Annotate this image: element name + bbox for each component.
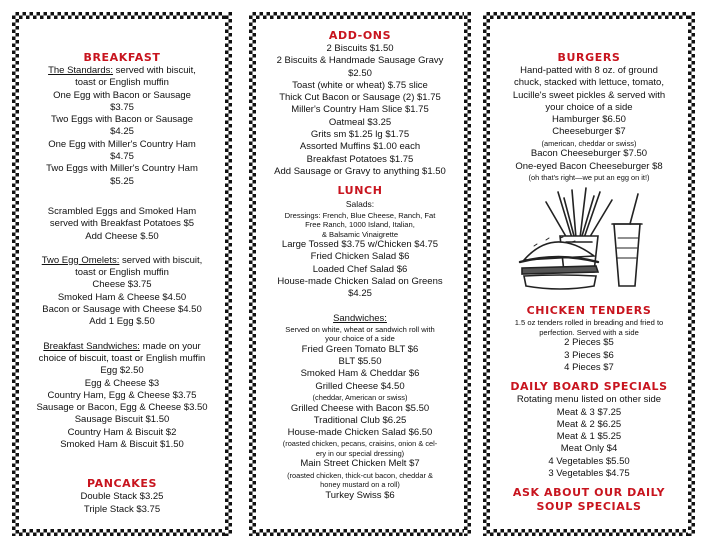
menu-item: Add Cheese $.50: [85, 230, 159, 242]
menu-item: Oatmeal $3.25: [328, 116, 392, 128]
breakfast-content: [26, 26, 218, 522]
menu-item-note: (cheddar, American or swiss): [312, 393, 408, 403]
standards-intro: The Standards: served with biscuit,: [48, 65, 196, 76]
burgers-desc: Lucille's sweet pickles & served with: [512, 89, 666, 101]
menu-item: 3 Vegetables $4.75: [548, 468, 630, 480]
breakfast-panel: [12, 12, 232, 536]
menu-item: Traditional Club $6.25: [313, 414, 407, 426]
lunch-sandwiches-list: [263, 344, 457, 502]
burgers-heading: BURGERS: [557, 51, 621, 64]
menu-item: Main Street Chicken Melt $7: [300, 458, 420, 470]
addons-lunch-content: [263, 26, 457, 522]
menu-item: served with Breakfast Potatoes $5: [49, 218, 195, 230]
menu-item: Sausage or Bacon, Egg & Cheese $3.50: [36, 402, 208, 414]
burgers-desc: Hand-patted with 8 oz. of ground: [520, 65, 658, 76]
menu-item: House-made Chicken Salad on Greens: [277, 275, 443, 287]
menu-item: 2 Pieces $5: [564, 337, 614, 349]
menu-item: Country Ham, Egg & Cheese $3.75: [47, 389, 197, 401]
specials-desc: Rotating menu listed on other side: [516, 394, 662, 406]
salads-desc: Dressings: French, Blue Cheese, Ranch, Fat: [284, 210, 436, 220]
burger-list: [497, 114, 681, 182]
pancakes-heading: PANCAKES: [86, 477, 158, 491]
omelets-intro-2: toast or English muffin: [75, 267, 169, 279]
menu-item: One Egg with Bacon or Sausage: [53, 89, 191, 101]
menu-item: Bacon Cheeseburger $7.50: [530, 148, 648, 160]
menu-item-note: (roasted chicken, pecans, craisins, onion & cel-: [282, 439, 438, 449]
standards-intro-2: toast or English muffin: [75, 77, 169, 89]
lunch-heading: LUNCH: [337, 184, 383, 198]
menu-item: Turkey Swiss $6: [325, 489, 395, 501]
menu-price: $4.25: [348, 288, 372, 300]
burgers-specials-content: [497, 26, 681, 522]
burgers-specials-column: [497, 51, 681, 514]
menu-item: Toast (white or wheat) $.75 slice: [292, 79, 428, 91]
menu-item: Egg $2.50: [100, 365, 144, 377]
lunch-sandwiches-desc: your choice of a side: [325, 334, 395, 344]
chicken-tenders-heading: CHICKEN TENDERS: [526, 304, 652, 318]
menu-item-note: (oh that's right—we put an egg on it!): [528, 172, 650, 182]
menu-item: Hamburger $6.50: [552, 114, 626, 126]
menu-price: $5.25: [110, 175, 134, 187]
menu-item: Cheeseburger $7: [552, 126, 626, 138]
menu-price: $3.75: [110, 101, 134, 113]
tenders-desc: perfection. Served with a side: [539, 327, 639, 337]
menu-item: Smoked Ham & Cheese $4.50: [57, 291, 187, 303]
omelets-intro: Two Egg Omelets: served with biscuit,: [41, 254, 203, 266]
menu-item: Two Eggs with Miller's Country Ham: [46, 163, 198, 175]
menu-item: Scrambled Eggs and Smoked Ham: [47, 205, 197, 217]
menu-price: $4.75: [110, 151, 134, 163]
menu-item: Breakfast Potatoes $1.75: [306, 153, 414, 165]
burgers-specials-panel: [483, 12, 695, 536]
menu-item-note: (roasted chicken, thick-cut bacon, cheddar &: [287, 470, 433, 480]
menu-item: Large Tossed $3.75 w/Chicken $4.75: [281, 239, 439, 251]
breakfast-heading: BREAKFAST: [83, 51, 161, 64]
menu-item: Country Ham & Biscuit $2: [67, 426, 177, 438]
menu-item: One Egg with Miller's Country Ham: [48, 138, 196, 150]
salads-desc: Free Ranch, 1000 Island, Italian,: [305, 220, 415, 230]
menu-item: One-eyed Bacon Cheeseburger $8: [515, 160, 663, 172]
addons-lunch-column: [263, 29, 457, 502]
menu-item: Miller's Country Ham Slice $1.75: [291, 104, 429, 116]
menu-item: Sausage Biscuit $1.50: [74, 414, 170, 426]
menu-item: Loaded Chef Salad $6: [312, 263, 408, 275]
menu-item: Cheese $3.75: [92, 279, 152, 291]
menu-price: $4.25: [110, 126, 134, 138]
menu-item: BLT $5.50: [338, 356, 382, 368]
salads-title: Salads:: [345, 199, 375, 210]
menu-item: Two Eggs with Bacon or Sausage: [50, 114, 194, 126]
menu-item: 4 Vegetables $5.50: [548, 455, 630, 467]
menu-item: Grits sm $1.25 lg $1.75: [310, 129, 410, 141]
menu-item: Assorted Muffins $1.00 each: [299, 141, 421, 153]
daily-specials-heading: DAILY BOARD SPECIALS: [510, 380, 668, 394]
menu-item: Smoked Ham & Cheddar $6: [300, 368, 420, 380]
menu-item: Double Stack $3.25: [80, 491, 164, 503]
lunch-sandwiches-title: Sandwiches:: [333, 312, 387, 324]
menu-item-note: honey mustard on a roll): [320, 480, 400, 490]
menu-item: 3 Pieces $6: [564, 349, 614, 361]
menu-item: Egg & Cheese $3: [84, 377, 160, 389]
burgers-desc: chuck, stacked with lettuce, tomato,: [514, 77, 664, 89]
menu-item: Meat Only $4: [560, 443, 618, 455]
menu-price: $2.50: [348, 67, 372, 79]
menu-item: Fried Chicken Salad $6: [310, 251, 410, 263]
menu-item: Add 1 Egg $.50: [89, 316, 155, 328]
menu-item: House-made Chicken Salad $6.50: [287, 427, 433, 439]
soup-specials-line-2: SOUP SPECIALS: [536, 500, 642, 514]
menu-item-note: (american, cheddar or swiss): [541, 138, 637, 148]
breakfast-column: [26, 51, 218, 516]
addons-lunch-panel: [249, 12, 471, 536]
menu-item: Add Sausage or Gravy to anything $1.50: [274, 165, 446, 177]
menu-item: Meat & 3 $7.25: [556, 406, 622, 418]
sandwiches-intro-2: choice of biscuit, toast or English muffin: [38, 352, 206, 364]
soup-specials-line-1: ASK ABOUT OUR DAILY: [512, 486, 666, 500]
menu-item: 2 Biscuits $1.50: [326, 43, 394, 54]
burgers-desc: your choice of a side: [545, 101, 633, 113]
menu-item: Grilled Cheese $4.50: [315, 380, 405, 392]
menu-item: 4 Pieces $7: [564, 361, 614, 373]
menu-item: Meat & 2 $6.25: [556, 418, 622, 430]
menu-item: Meat & 1 $5.25: [556, 431, 622, 443]
menu-item: Smoked Ham & Biscuit $1.50: [60, 439, 184, 451]
menu-item: Triple Stack $3.75: [83, 503, 161, 515]
menu-item-note: ery in our special dressing): [315, 448, 405, 458]
menu-item: Fried Green Tomato BLT $6: [301, 343, 419, 355]
sandwiches-intro: Breakfast Sandwiches: made on your: [43, 340, 201, 352]
menu-item: Bacon or Sausage with Cheese $4.50: [42, 304, 202, 316]
burger-fries-drink-icon: [514, 186, 664, 298]
menu-item: Grilled Cheese with Bacon $5.50: [290, 402, 430, 414]
tenders-desc: 1.5 oz tenders rolled in breading and fried to: [514, 318, 664, 328]
lunch-sandwiches-desc: Served on white, wheat or sandwich roll with: [285, 324, 435, 334]
menu-item: 2 Biscuits & Handmade Sausage Gravy: [276, 55, 444, 67]
menu-item: Thick Cut Bacon or Sausage (2) $1.75: [279, 92, 441, 104]
addons-heading: ADD-ONS: [328, 29, 392, 42]
salads-desc: & Balsamic Vinaigrette: [321, 229, 399, 239]
